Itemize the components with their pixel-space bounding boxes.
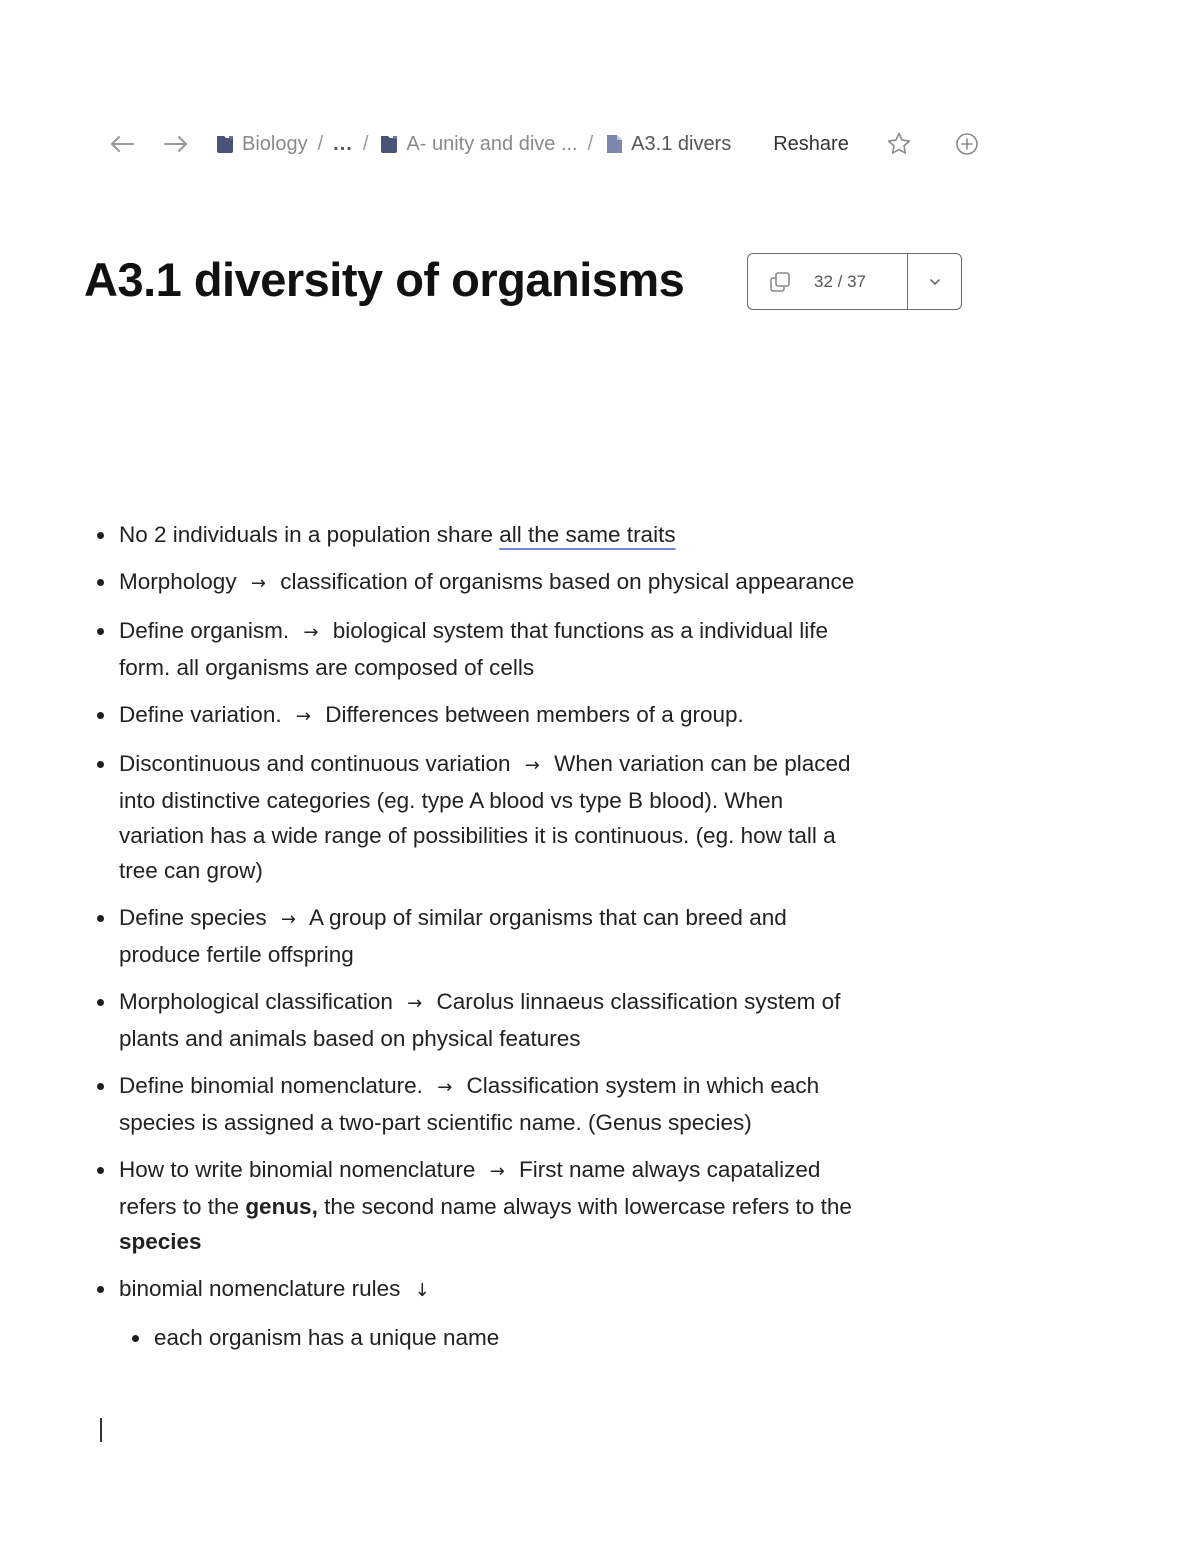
note-term: Define binomial nomenclature. bbox=[119, 1073, 423, 1098]
list-item[interactable] bbox=[96, 984, 856, 1056]
arrow-right-icon: → bbox=[295, 706, 311, 727]
list-item[interactable] bbox=[96, 564, 856, 601]
forward-button[interactable] bbox=[162, 130, 190, 158]
arrow-down-icon: ↓ bbox=[414, 1280, 430, 1301]
note-term: Define organism. bbox=[119, 618, 290, 643]
note-term: binomial nomenclature rules bbox=[119, 1276, 401, 1301]
breadcrumb-label: A- unity and dive ... bbox=[406, 132, 578, 155]
note-text: When variation can be placed into distinctive categories (eg. type A blood vs type B blood). When variation has a wide range of possibilities it is continuous. (eg. how tall a tree can grow) bbox=[119, 751, 851, 883]
breadcrumb-item-biology[interactable] bbox=[214, 133, 308, 156]
breadcrumb-label: A3.1 divers bbox=[631, 132, 732, 155]
page-title: A3.1 diversity of organisms bbox=[84, 253, 685, 306]
arrow-right-icon: → bbox=[524, 755, 540, 776]
note-text: classification of organisms based on physical appearance bbox=[280, 569, 855, 594]
note-text: Carolus linnaeus classification system of plants and animals based on physical features bbox=[119, 989, 841, 1051]
list-item[interactable] bbox=[96, 1068, 856, 1140]
note-text: each organism has a unique name bbox=[154, 1325, 500, 1350]
note-text: A group of similar organisms that can breed and produce fertile offspring bbox=[119, 905, 787, 967]
breadcrumb-item-unit[interactable] bbox=[378, 133, 577, 156]
note-text: No 2 individuals in a population share bbox=[119, 522, 500, 547]
pager-button[interactable] bbox=[748, 254, 907, 309]
note-text: Differences between members of a group. bbox=[325, 702, 744, 727]
breadcrumb-separator: / bbox=[362, 132, 369, 155]
note-text: the second name always with lowercase refers to the bbox=[317, 1194, 852, 1219]
list-item[interactable] bbox=[96, 1271, 856, 1355]
page-icon bbox=[603, 133, 625, 155]
add-button[interactable] bbox=[953, 130, 981, 158]
reshare-button[interactable]: Reshare bbox=[773, 132, 849, 155]
copy-icon bbox=[768, 270, 792, 294]
chevron-down-icon bbox=[927, 274, 943, 290]
top-toolbar bbox=[108, 124, 1038, 164]
breadcrumb-separator: / bbox=[587, 132, 594, 155]
page-pager bbox=[747, 253, 962, 310]
breadcrumb-separator: / bbox=[317, 132, 324, 155]
breadcrumb-label: Biology bbox=[242, 132, 308, 155]
list-item[interactable] bbox=[96, 900, 856, 972]
folder-icon bbox=[378, 133, 400, 155]
note-term: Discontinuous and continuous variation bbox=[119, 751, 511, 776]
note-underlined-text: all the same traits bbox=[499, 522, 676, 547]
folder-icon bbox=[214, 133, 236, 155]
list-item[interactable] bbox=[131, 1320, 856, 1355]
favorite-button[interactable] bbox=[885, 130, 913, 158]
list-item[interactable] bbox=[96, 517, 856, 552]
note-text: biological system that functions as a individual life form. all organisms are composed of cells bbox=[119, 618, 828, 680]
arrow-right-icon: → bbox=[250, 573, 266, 594]
note-text: First name always capatalized refers to the bbox=[119, 1157, 821, 1219]
arrow-right-icon: → bbox=[280, 909, 296, 930]
note-bold-text: genus, bbox=[245, 1194, 318, 1219]
list-item[interactable] bbox=[96, 697, 856, 734]
arrow-left-icon bbox=[109, 134, 135, 154]
arrow-right-icon: → bbox=[489, 1161, 505, 1182]
breadcrumb bbox=[214, 133, 731, 156]
text-cursor[interactable] bbox=[100, 1418, 102, 1442]
pager-dropdown-button[interactable] bbox=[907, 254, 961, 309]
nested-list bbox=[119, 1320, 856, 1355]
arrow-right-icon: → bbox=[303, 622, 319, 643]
add-circle-icon bbox=[954, 131, 980, 157]
star-icon bbox=[886, 131, 912, 157]
note-term: Define species bbox=[119, 905, 267, 930]
note-term: Morphological classification bbox=[119, 989, 393, 1014]
arrow-right-icon: → bbox=[437, 1077, 453, 1098]
breadcrumb-item-current-page[interactable] bbox=[603, 133, 731, 156]
breadcrumb-ellipsis[interactable]: ... bbox=[333, 132, 353, 155]
note-term: Define variation. bbox=[119, 702, 282, 727]
notes-list bbox=[96, 517, 856, 1367]
pager-count: 32 / 37 bbox=[814, 271, 866, 291]
list-item[interactable] bbox=[96, 613, 856, 685]
list-item[interactable] bbox=[96, 746, 856, 888]
arrow-right-icon bbox=[163, 134, 189, 154]
note-bold-text: species bbox=[119, 1229, 202, 1254]
list-item[interactable] bbox=[96, 1152, 856, 1259]
back-button[interactable] bbox=[108, 130, 136, 158]
note-text: Classification system in which each species is assigned a two-part scientific name. (Genus species) bbox=[119, 1073, 820, 1135]
arrow-right-icon: → bbox=[407, 993, 423, 1014]
note-term: How to write binomial nomenclature bbox=[119, 1157, 476, 1182]
note-term: Morphology bbox=[119, 569, 237, 594]
